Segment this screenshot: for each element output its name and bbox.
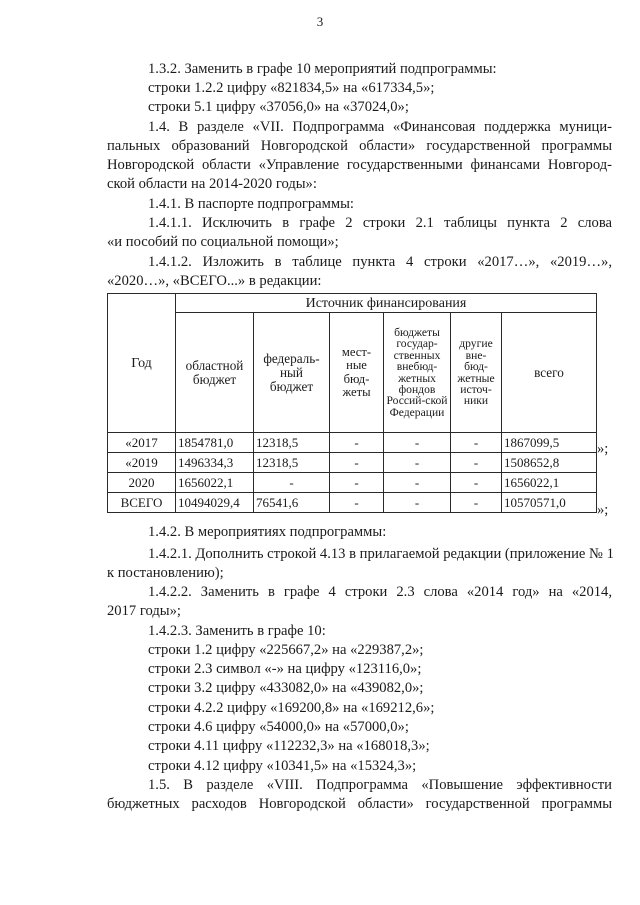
paragraph-1-3-2-line: 1.3.2. Заменить в графе 10 мероприятий подпрограммы:	[148, 61, 497, 77]
table-row	[108, 493, 597, 513]
paragraph-1-3-2-item: строки 1.2.2 цифру «821834,5» на «617334,5»;	[148, 80, 435, 96]
paragraph-1-4-2-1-line: к постановлению);	[107, 565, 224, 581]
row-other: -	[451, 433, 502, 453]
row-year: 2020	[108, 473, 176, 493]
regional-budget-header: областной бюджет	[176, 313, 254, 433]
row-funds: -	[384, 433, 451, 453]
replacement-item: строки 4.11 цифру «112232,3» на «168018,3»;	[148, 738, 430, 754]
paragraph-1-4-2-2-line: 2017 годы»;	[107, 603, 181, 619]
paragraph-1-4-1-1-line: «и пособий по социальной помощи»;	[107, 234, 339, 250]
local-budgets-header: мест-ные бюд-жеты	[330, 313, 384, 433]
paragraph-1-4-2-2-line: 1.4.2.2. Заменить в графе 4 строки 2.3 слова «2014 год» на «2014,	[148, 584, 612, 600]
financing-table	[107, 293, 597, 513]
row-local: -	[330, 473, 384, 493]
row-regional: 1854781,0	[176, 433, 254, 453]
row-local: -	[330, 453, 384, 473]
paragraph-1-4-line: ской области на 2014-2020 годы»:	[107, 176, 317, 192]
row-other: -	[451, 473, 502, 493]
paragraph-1-3-2-item: строки 5.1 цифру «37056,0» на «37024,0»;	[148, 99, 409, 115]
paragraph-1-4-2: 1.4.2. В мероприятиях подпрограммы:	[148, 524, 387, 540]
row-federal: 12318,5	[254, 453, 330, 473]
row-year: ВСЕГО	[108, 493, 176, 513]
row-total: 1656022,1	[502, 473, 597, 493]
paragraph-1-4-2-1-line: 1.4.2.1. Дополнить строкой 4.13 в прилагаемой редакции (приложение № 1	[148, 546, 614, 562]
replacement-item: строки 3.2 цифру «433082,0» на «439082,0»;	[148, 680, 424, 696]
row-year: «2017	[108, 433, 176, 453]
other-sources-header: другие вне-бюд-жетные источ-ники	[451, 313, 502, 433]
row-total: 1508652,8	[502, 453, 597, 473]
table-row	[108, 473, 597, 493]
row-funds: -	[384, 453, 451, 473]
row-closing-quote: »;	[597, 502, 609, 518]
financing-source-header: Источник финансирования	[176, 294, 597, 313]
paragraph-1-4-line: 1.4. В разделе «VII. Подпрограмма «Финансовая поддержка муници-	[148, 119, 612, 135]
paragraph-1-4-line: пальных образований Новгородской области» государственной программы	[107, 138, 612, 154]
table-row	[108, 433, 597, 453]
row-other: -	[451, 453, 502, 473]
row-local: -	[330, 433, 384, 453]
replacement-item: строки 4.6 цифру «54000,0» на «57000,0»;	[148, 719, 409, 735]
total-header: всего	[502, 313, 597, 433]
paragraph-1-5-line: 1.5. В разделе «VIII. Подпрограмма «Повышение эффективности	[148, 777, 612, 793]
row-funds: -	[384, 473, 451, 493]
replacement-item: строки 2.3 символ «-» на цифру «123116,0»;	[148, 661, 422, 677]
year-header: Год	[108, 294, 176, 433]
row-total: 10570571,0	[502, 493, 597, 513]
paragraph-1-4-1-2-line: «2020…», «ВСЕГО...» в редакции:	[107, 273, 322, 289]
federal-budget-header: федераль-ный бюджет	[254, 313, 330, 433]
row-total: 1867099,5	[502, 433, 597, 453]
paragraph-1-4-1-1-line: 1.4.1.1. Исключить в графе 2 строки 2.1 таблицы пункта 2 слова	[148, 215, 612, 231]
replacement-item: строки 4.12 цифру «10341,5» на «15324,3»;	[148, 758, 417, 774]
paragraph-1-4-1: 1.4.1. В паспорте подпрограммы:	[148, 196, 354, 212]
row-local: -	[330, 493, 384, 513]
row-federal: -	[254, 473, 330, 493]
row-closing-quote: »;	[597, 441, 609, 457]
table-row	[108, 453, 597, 473]
paragraph-1-4-line: Новгородской области «Управление государственными финансами Новгород-	[107, 157, 612, 173]
row-regional: 1496334,3	[176, 453, 254, 473]
paragraph-1-4-1-2-line: 1.4.1.2. Изложить в таблице пункта 4 строки «2017…», «2019…»,	[148, 254, 612, 270]
extrabudgetary-funds-header: бюджеты государ-ственных внебюд-жетных фондов Россий-ской Федерации	[384, 313, 451, 433]
replacement-item: строки 4.2.2 цифру «169200,8» на «169212,6»;	[148, 700, 435, 716]
page-number: 3	[316, 14, 324, 29]
paragraph-1-4-2-3: 1.4.2.3. Заменить в графе 10:	[148, 623, 326, 639]
row-regional: 1656022,1	[176, 473, 254, 493]
replacement-item: строки 1.2 цифру «225667,2» на «229387,2»;	[148, 642, 424, 658]
row-other: -	[451, 493, 502, 513]
paragraph-1-5-line: бюджетных расходов Новгородской области» государственной программы	[107, 796, 612, 812]
row-federal: 76541,6	[254, 493, 330, 513]
row-year: «2019	[108, 453, 176, 473]
row-federal: 12318,5	[254, 433, 330, 453]
row-funds: -	[384, 493, 451, 513]
row-regional: 10494029,4	[176, 493, 254, 513]
